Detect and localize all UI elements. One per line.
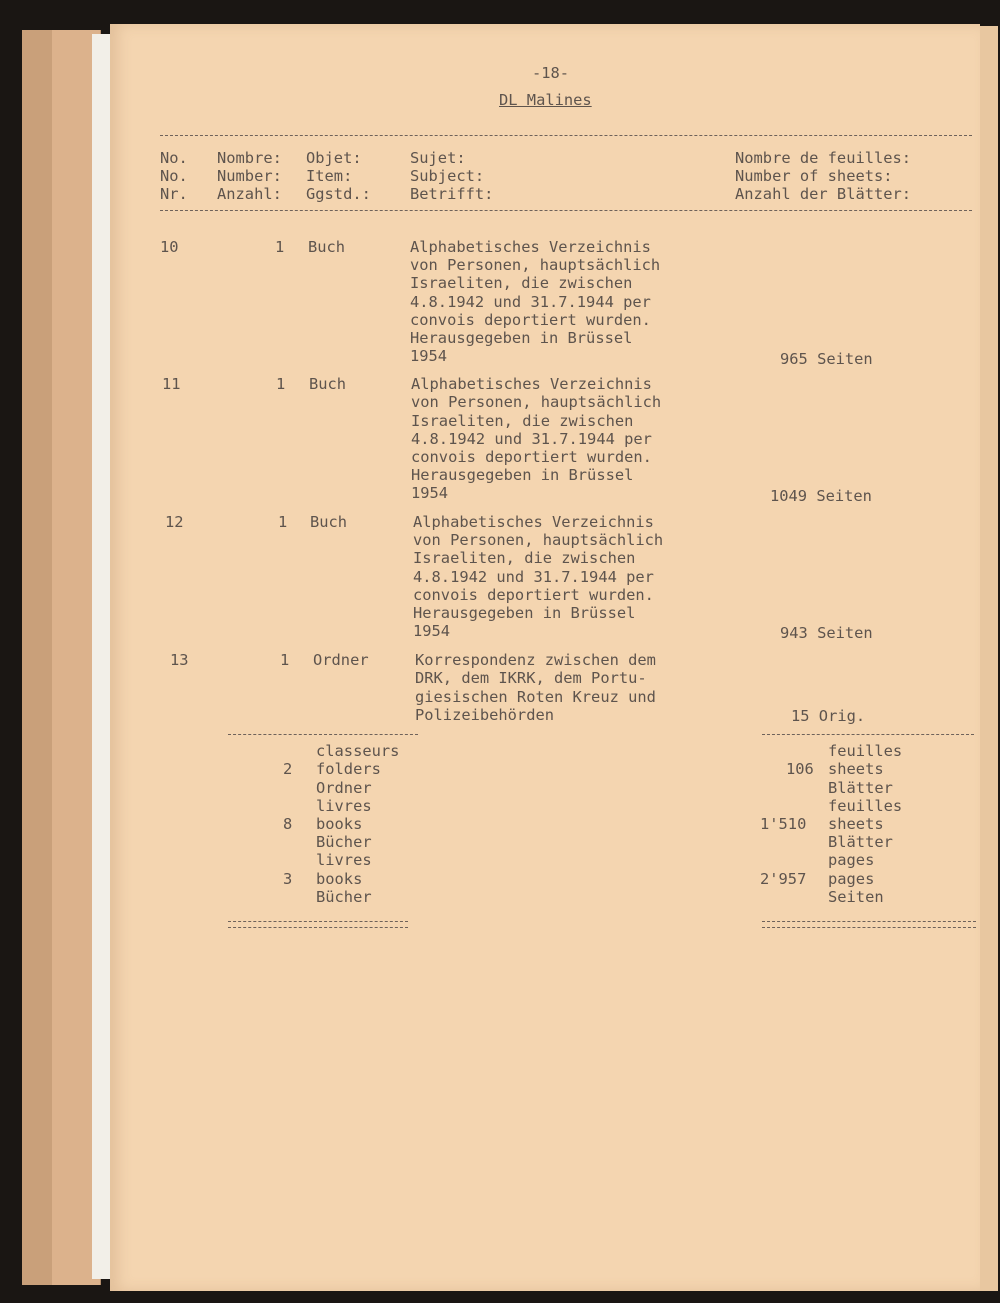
row-subject-line: DRK, dem IKRK, dem Portu- (415, 669, 647, 687)
row-number: 13 (170, 651, 189, 669)
row-item: Buch (308, 238, 346, 256)
document-page: -18- DL Malines No. No. Nr. Nombre: Number: Anzahl: Objet: Item: Ggstd.: Sujet: Subject: Betrifft: Nombre de feuilles: Number of sheets: Anzahl der Blätter: 10 1 Buch Alphabetisches Verzeichnis von Personen, hauptsächlich Israeliten, die zwischen 4.8.1942 und 31.7.1944 per convois deportiert wurden. Herausgegeben in Brüssel 1954 965 Seiten 11 1 Buch Alphabetisches Verzeichnis von Personen, hauptsächlich Israeliten, die zwischen 4.8.1942 und 31.7.1944 per convois deportiert wurden. Herausgegeben in Brüssel 1954 1049 Seiten 12 1 Buch Alphabetisches Verzeichnis von Personen, hauptsächlich Israeliten, die zwischen 4.8.1942 und 31.7.1944 per convois deportiert wurden. Herausgegeben in Brüssel 1954 943 Seiten 13 1 Ordner Korrespondenz zwischen dem DRK, dem IKRK, dem Portu- giesischen Roten Kreuz und Polizeibehörden 15 Orig. classeurs 2 folders Ordner livres 8 books Bücher livres 3 books Bücher feuilles 106 sheets Blätter feuilles 1'510 sheets Blätter pages 2'957 pages Seiten (110, 24, 980, 1291)
totals-rule-left (228, 734, 418, 735)
row-sheets: 15 Orig. (791, 707, 866, 725)
row-subject-line: Polizeibehörden (415, 706, 554, 724)
row-subject-line: convois deportiert wurden. (410, 311, 651, 329)
row-subject-line: von Personen, hauptsächlich (413, 531, 664, 549)
row-subject-line: Herausgegeben in Brüssel (410, 329, 633, 347)
row-item: Buch (310, 513, 348, 531)
row-subject-line: Israeliten, die zwischen (410, 274, 633, 292)
row-subject-line: 1954 (413, 622, 451, 640)
row-subject-line: Korrespondenz zwischen dem (415, 651, 656, 669)
row-count: 1 (280, 651, 290, 669)
row-subject-line: Alphabetisches Verzeichnis (411, 375, 652, 393)
row-subject-line: 1954 (411, 484, 449, 502)
totals-double-rule-right (762, 921, 976, 928)
row-subject-line: 1954 (410, 347, 448, 365)
header-rule-top (160, 135, 972, 136)
row-sheets: 1049 Seiten (770, 487, 872, 505)
row-subject-line: Alphabetisches Verzeichnis (413, 513, 654, 531)
row-item: Buch (309, 375, 347, 393)
row-sheets: 943 Seiten (780, 624, 873, 642)
row-subject-line: 4.8.1942 und 31.7.1944 per (411, 430, 652, 448)
totals-rule-right (762, 734, 974, 735)
row-subject-line: giesischen Roten Kreuz und (415, 688, 656, 706)
row-number: 10 (160, 238, 179, 256)
header-rule-bottom (160, 210, 972, 211)
row-count: 1 (275, 238, 285, 256)
totals-double-rule-left (228, 921, 408, 928)
row-sheets: 965 Seiten (780, 350, 873, 368)
row-subject-line: convois deportiert wurden. (413, 586, 654, 604)
row-subject-line: 4.8.1942 und 31.7.1944 per (410, 293, 651, 311)
row-subject-line: von Personen, hauptsächlich (411, 393, 662, 411)
row-number: 12 (165, 513, 184, 531)
row-count: 1 (276, 375, 286, 393)
document-title: DL Malines (499, 91, 592, 109)
row-subject-line: 4.8.1942 und 31.7.1944 per (413, 568, 654, 586)
page-number: -18- (532, 64, 570, 82)
row-subject-line: von Personen, hauptsächlich (410, 256, 661, 274)
row-subject-line: Israeliten, die zwischen (411, 412, 634, 430)
row-subject-line: Herausgegeben in Brüssel (411, 466, 634, 484)
row-subject-line: Israeliten, die zwischen (413, 549, 636, 567)
row-subject-line: Alphabetisches Verzeichnis (410, 238, 651, 256)
row-number: 11 (162, 375, 181, 393)
row-item: Ordner (313, 651, 369, 669)
row-subject-line: Herausgegeben in Brüssel (413, 604, 636, 622)
row-subject-line: convois deportiert wurden. (411, 448, 652, 466)
row-count: 1 (278, 513, 288, 531)
